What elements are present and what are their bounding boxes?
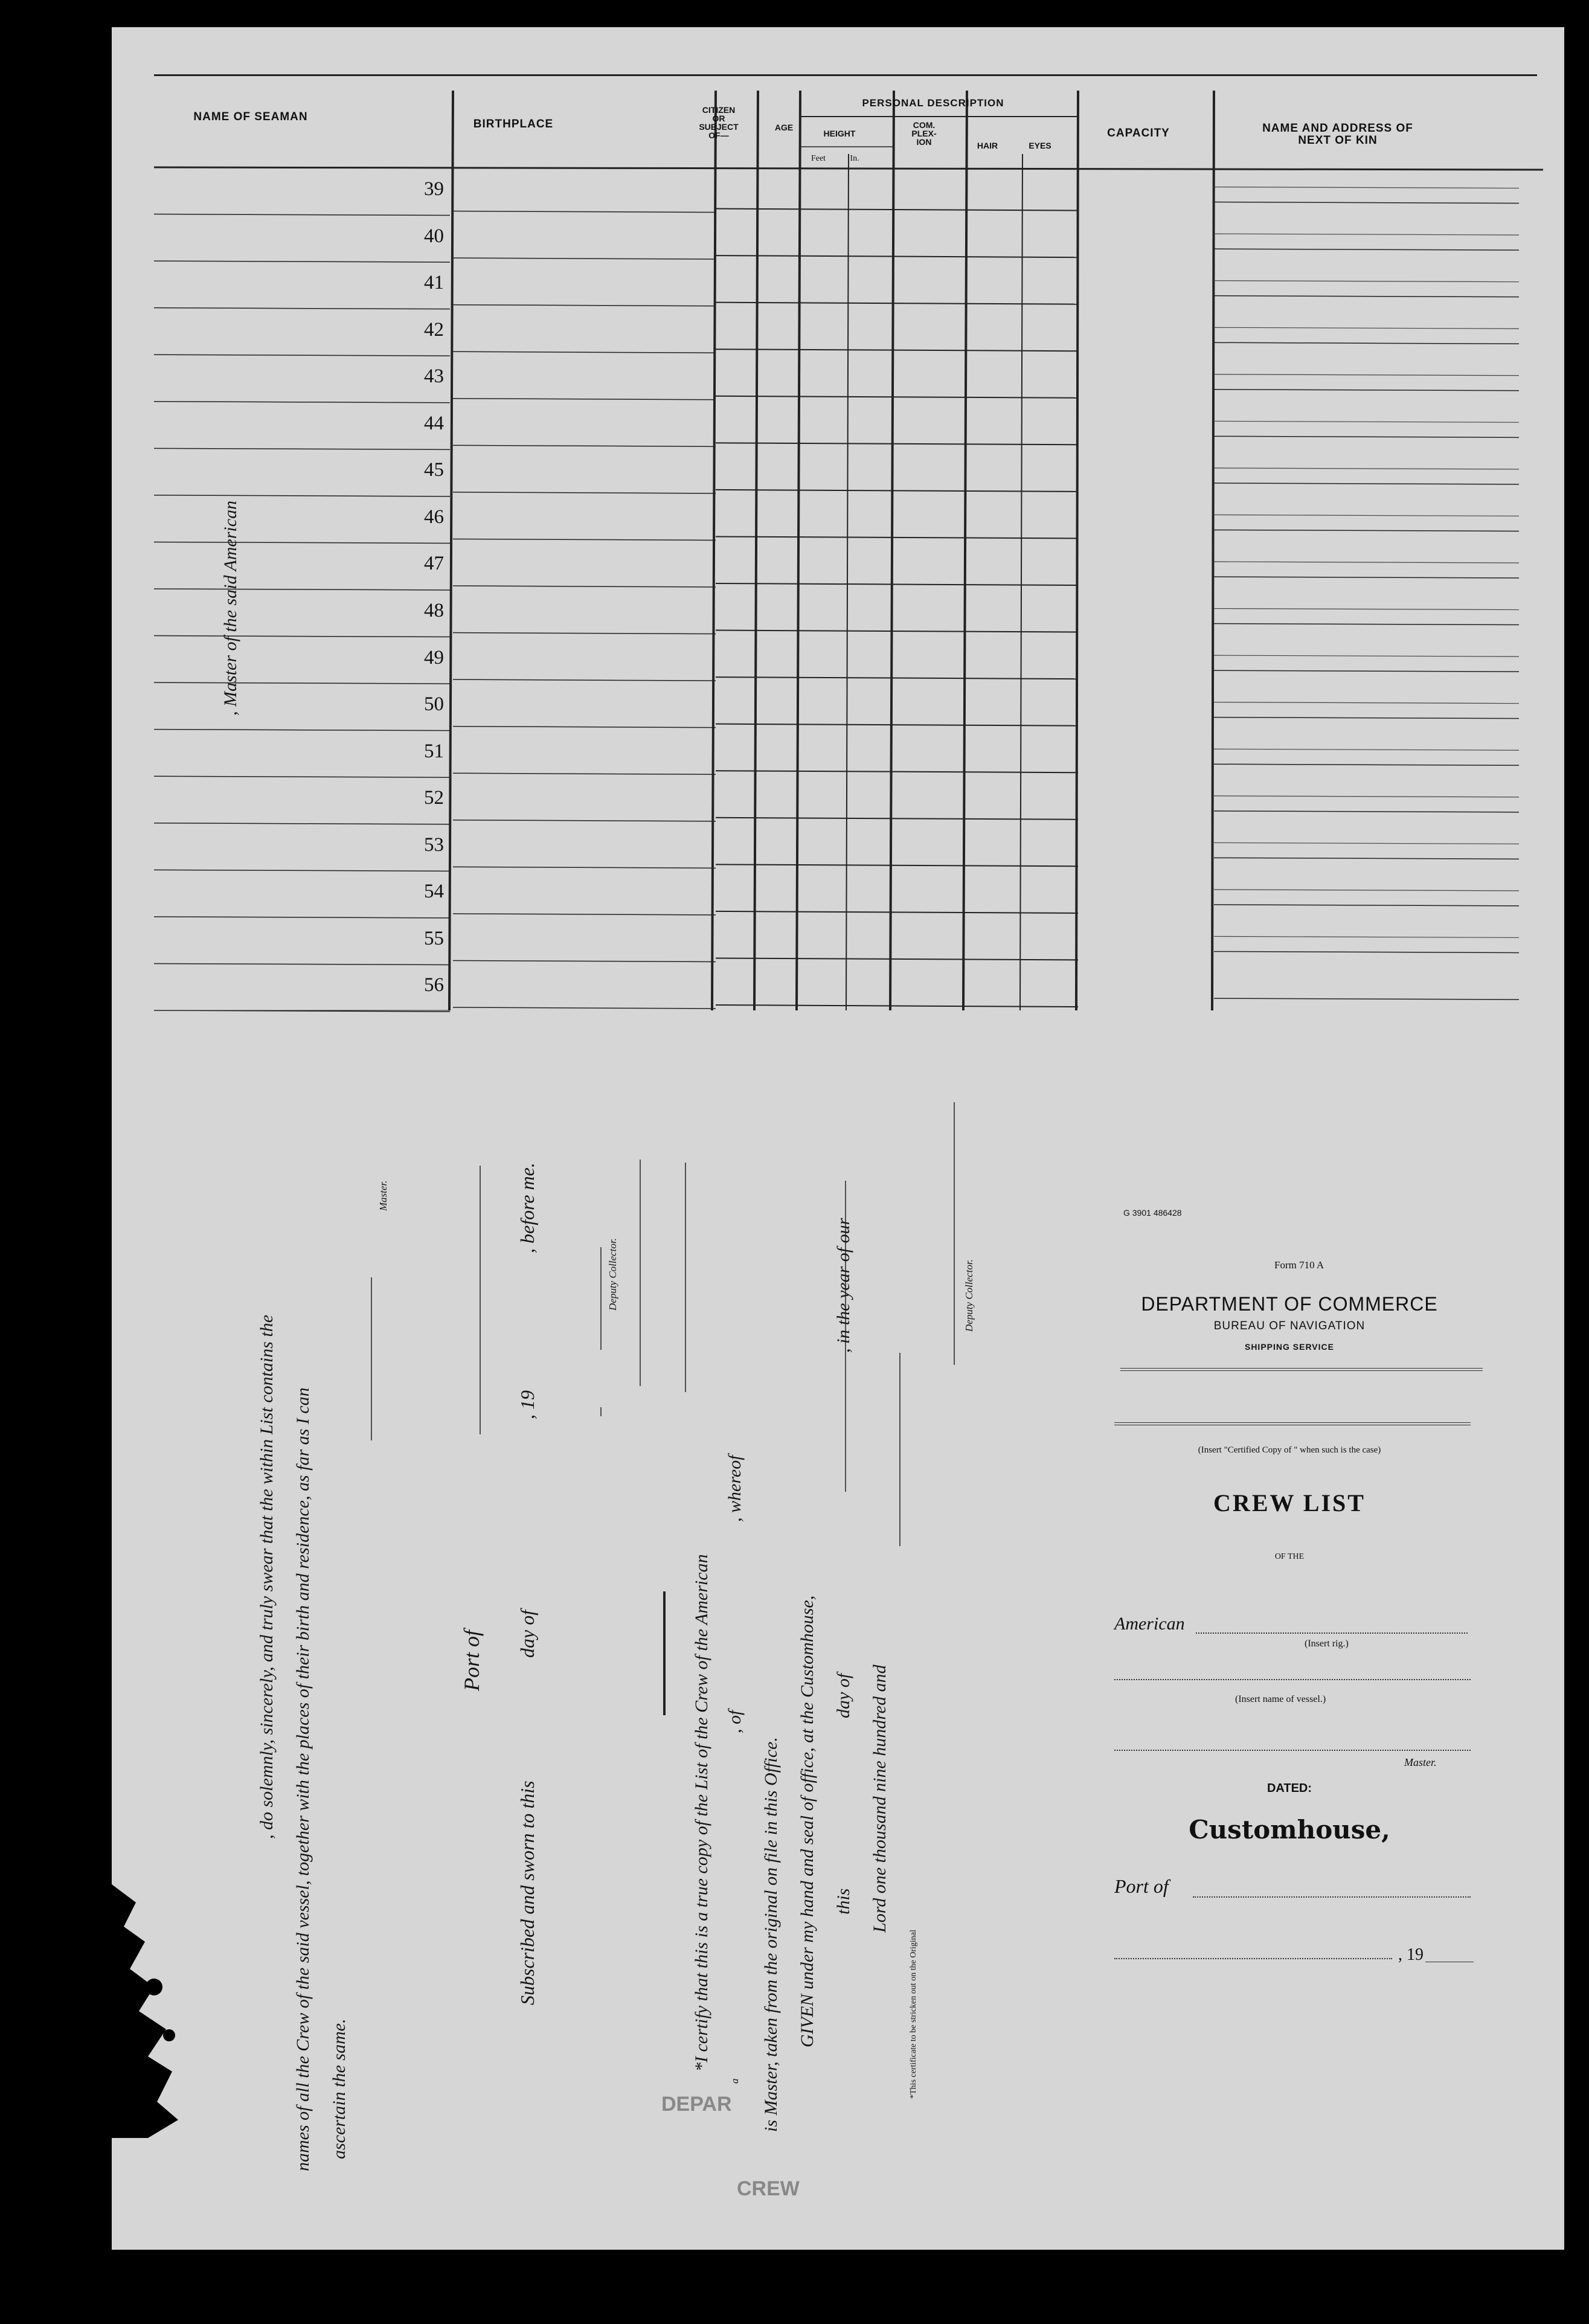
column-divider — [1076, 91, 1078, 1010]
column-divider — [449, 91, 453, 1010]
column-divider — [963, 91, 967, 1010]
kin-sub-rule — [1214, 749, 1519, 750]
detail-row-rule — [716, 303, 1078, 304]
birthplace-row-rule — [453, 399, 716, 400]
master-line — [1114, 1750, 1471, 1751]
birthplace-row-rule — [453, 305, 716, 306]
birthplace-row-rule — [453, 914, 716, 915]
cert-line5-day: day of — [833, 1673, 853, 1718]
row-rule — [154, 917, 450, 918]
birthplace-row-rule — [453, 867, 716, 868]
header-next-of-kin-2: NEXT OF KIN — [1298, 134, 1378, 147]
insert-certified-note: (Insert "Certified Copy of " when such is the case) — [1198, 1445, 1381, 1455]
column-divider — [890, 91, 894, 1010]
header-complexion-2: PLEX- — [911, 129, 937, 138]
kin-row-rule — [1214, 764, 1519, 765]
customhouse-label: Customhouse, — [1189, 1815, 1390, 1844]
header-capacity: CAPACITY — [1107, 127, 1170, 140]
row-number: 46 — [424, 506, 444, 528]
row-number: 55 — [424, 927, 444, 949]
oath-line2: , do solemnly, sincerely, and truly swear that the within List contains the — [257, 1314, 277, 1839]
oath-master-label: Master. — [377, 1180, 389, 1211]
of-the-label: OF THE — [1274, 1552, 1305, 1561]
oath-line3: names of all the Crew of the said vessel, together with the places of their birth and residence, as far as I can — [293, 1387, 313, 2171]
detail-row-rule — [716, 349, 1078, 351]
kin-row-rule — [1214, 670, 1519, 672]
bleedthrough-stamp-1: DEPAR — [661, 2093, 732, 2116]
cert-line3: is Master, taken from the original on file in this Office. — [761, 1737, 781, 2132]
row-rule — [154, 542, 450, 543]
birthplace-row-rule — [453, 727, 716, 728]
row-rule — [154, 214, 450, 216]
date-line — [1114, 1958, 1392, 1959]
cert-line4: GIVEN under my hand and seal of office, at the Customhouse, — [797, 1595, 817, 2047]
header-birthplace: BIRTHPLACE — [473, 118, 554, 130]
row-rule — [154, 261, 450, 262]
kin-sub-rule — [1214, 374, 1519, 376]
kin-sub-rule — [1214, 562, 1519, 563]
header-personal-description: PERSONAL DESCRIPTION — [862, 97, 1004, 109]
cert-line5-end: , in the year of our — [833, 1218, 853, 1353]
header-age: AGE — [774, 123, 794, 132]
master-label: Master. — [1404, 1756, 1437, 1768]
cert-deputy-collector: Deputy Collector. — [963, 1259, 975, 1332]
header-citizen-1: CITIZEN — [702, 105, 736, 115]
birthplace-row-rule — [453, 773, 716, 774]
oath-port-of: Port of — [460, 1629, 484, 1691]
cert-footnote: *This certificate to be stricken out on the Original — [909, 1930, 918, 2099]
row-rule — [154, 963, 450, 965]
detail-row-rule — [716, 443, 1078, 445]
birthplace-row-rule — [453, 586, 716, 587]
header-next-of-kin — [1223, 123, 1453, 147]
header-feet: Feet — [811, 154, 826, 163]
header-complexion-3: ION — [916, 137, 932, 147]
detail-row-rule — [716, 958, 1078, 960]
kin-sub-rule — [1214, 702, 1519, 704]
kin-row-rule — [1214, 390, 1519, 391]
kin-row-rule — [1214, 858, 1519, 859]
sub-column-divider — [846, 154, 849, 1010]
header-next-of-kin-1: NAME AND ADDRESS OF — [1262, 122, 1413, 135]
birthplace-row-rule — [453, 633, 716, 634]
kin-sub-rule — [1214, 796, 1519, 797]
cert-line2-mid: , of — [725, 1710, 745, 1733]
kin-row-rule — [1214, 436, 1519, 437]
header-citizen-2: OR — [712, 114, 725, 123]
row-number: 44 — [424, 412, 444, 434]
detail-row-rule — [716, 255, 1078, 257]
row-number: 56 — [424, 974, 444, 997]
row-number: 47 — [424, 553, 444, 575]
column-divider — [712, 91, 716, 1010]
bureau-name: BUREAU OF NAVIGATION — [1213, 1320, 1366, 1332]
row-number: 40 — [424, 225, 444, 247]
cert-line2-prefix: a — [729, 2078, 740, 2084]
kin-row-rule — [1214, 717, 1519, 719]
detail-row-rule — [716, 490, 1078, 492]
kin-row-rule — [1214, 249, 1519, 250]
american-rig-line — [1196, 1632, 1468, 1634]
form-number: Form 710 A — [1274, 1259, 1324, 1271]
birthplace-row-rule — [453, 820, 716, 821]
oath-subscribed: Subscribed and sworn to this — [516, 1780, 538, 2005]
row-number: 51 — [424, 740, 444, 762]
row-number: 39 — [424, 178, 444, 200]
header-height: HEIGHT — [823, 129, 856, 138]
kin-sub-rule — [1214, 421, 1519, 422]
oath-year-prefix: , 19 — [516, 1390, 538, 1419]
kin-row-rule — [1214, 530, 1519, 531]
birthplace-row-rule — [453, 679, 716, 681]
detail-row-rule — [716, 631, 1078, 632]
bleedthrough-stamp-2: CREW — [737, 2177, 800, 2200]
year-label: , 19 — [1398, 1945, 1424, 1964]
row-rule — [154, 589, 450, 590]
row-rule — [154, 776, 450, 777]
oath-deputy-collector: Deputy Collector. — [607, 1238, 618, 1311]
row-number: 41 — [424, 272, 444, 294]
dated-label: DATED: — [1266, 1782, 1312, 1795]
detail-row-rule — [716, 1005, 1078, 1007]
cert-line6: Lord one thousand nine hundred and — [870, 1664, 890, 1933]
print-code: G 3901 486428 — [1123, 1208, 1182, 1218]
header-bottom-rule — [154, 167, 1543, 170]
department-name: DEPARTMENT OF COMMERCE — [1141, 1293, 1438, 1315]
kin-sub-rule — [1214, 468, 1519, 469]
kin-sub-rule — [1214, 234, 1519, 235]
row-number: 43 — [424, 365, 444, 388]
cert-line1: *I certify that this is a true copy of the List of the Crew of the American — [692, 1554, 711, 2072]
row-rule — [154, 636, 450, 637]
row-number: 48 — [424, 600, 444, 621]
row-rule — [154, 682, 450, 684]
birthplace-row-rule — [453, 492, 716, 493]
header-name-of-seaman: NAME OF SEAMAN — [193, 111, 308, 123]
cover-rule-1 — [1120, 1368, 1483, 1371]
row-rule — [154, 448, 450, 449]
row-rule — [154, 823, 450, 824]
cert-line2-end: , whereof — [725, 1455, 745, 1522]
cert-line5-this: this — [833, 1888, 853, 1915]
row-number: 49 — [424, 646, 444, 669]
header-hair: HAIR — [977, 141, 998, 150]
row-number: 53 — [424, 833, 444, 856]
vessel-name-line — [1114, 1679, 1471, 1680]
kin-sub-rule — [1214, 843, 1519, 844]
kin-row-rule — [1214, 624, 1519, 625]
detail-row-rule — [716, 536, 1078, 538]
header-inches: In. — [850, 154, 859, 163]
row-rule — [154, 402, 450, 403]
insert-rig-note: (Insert rig.) — [1305, 1639, 1349, 1649]
kin-row-rule — [1214, 905, 1519, 906]
american-label: American — [1114, 1614, 1185, 1634]
row-rule — [154, 308, 450, 309]
detail-row-rule — [716, 864, 1078, 866]
detail-row-rule — [716, 911, 1078, 913]
detail-row-rule — [716, 396, 1078, 398]
kin-sub-rule — [1214, 515, 1519, 516]
detail-row-rule — [716, 209, 1078, 211]
torn-edge — [112, 1884, 202, 2138]
column-divider — [754, 91, 758, 1010]
column-divider — [1212, 91, 1214, 1010]
port-of-line — [1193, 1896, 1471, 1898]
cover-rule-2 — [1114, 1422, 1471, 1425]
document-page — [112, 27, 1564, 2250]
column-divider — [797, 91, 800, 1010]
birthplace-row-rule — [453, 258, 716, 259]
header-eyes: EYES — [1029, 141, 1051, 150]
detail-row-rule — [716, 583, 1078, 585]
kin-row-rule — [1214, 483, 1519, 484]
row-rule — [154, 495, 450, 496]
kin-row-rule — [1214, 998, 1519, 1000]
header-citizen-3: SUBJECT — [699, 122, 739, 132]
row-rule — [154, 730, 450, 731]
crew-table-grid — [112, 27, 1564, 2250]
header-complexion — [894, 121, 954, 146]
crew-list-title: CREW LIST — [1213, 1489, 1366, 1517]
header-complexion-1: COM. — [913, 120, 936, 130]
detail-row-rule — [716, 818, 1078, 820]
detail-row-rule — [716, 724, 1078, 726]
service-name: SHIPPING SERVICE — [1244, 1342, 1334, 1352]
oath-line1: , Master of the said American — [220, 500, 240, 716]
kin-row-rule — [1214, 296, 1519, 297]
header-citizen-4: OF— — [708, 130, 729, 140]
port-of-label: Port of — [1114, 1875, 1169, 1897]
header-citizen — [689, 106, 749, 140]
birthplace-row-rule — [453, 211, 716, 213]
row-number: 45 — [424, 459, 444, 481]
kin-sub-rule — [1214, 936, 1519, 937]
row-number: 54 — [424, 881, 444, 903]
kin-sub-rule — [1214, 890, 1519, 891]
birthplace-row-rule — [453, 445, 716, 446]
oath-day-of: day of — [516, 1610, 538, 1658]
detail-row-rule — [716, 771, 1078, 772]
kin-sub-rule — [1214, 609, 1519, 610]
oath-line4: ascertain the same. — [329, 2018, 349, 2159]
row-rule — [154, 355, 450, 356]
oath-before-me: , before me. — [516, 1163, 538, 1253]
kin-sub-rule — [1214, 327, 1519, 329]
kin-sub-rule — [1214, 187, 1519, 188]
birthplace-row-rule — [453, 539, 716, 540]
kin-row-rule — [1214, 342, 1519, 344]
birthplace-row-rule — [453, 1007, 716, 1009]
kin-sub-rule — [1214, 281, 1519, 282]
birthplace-row-rule — [453, 351, 716, 353]
row-number: 42 — [424, 318, 444, 341]
sub-column-divider — [1020, 154, 1022, 1010]
birthplace-row-rule — [453, 960, 716, 961]
kin-row-rule — [1214, 202, 1519, 204]
insert-vessel-note: (Insert name of vessel.) — [1235, 1694, 1326, 1704]
kin-row-rule — [1214, 811, 1519, 812]
row-number: 52 — [424, 787, 444, 809]
detail-row-rule — [716, 677, 1078, 679]
kin-row-rule — [1214, 577, 1519, 578]
row-number: 50 — [424, 693, 444, 716]
row-rule — [154, 870, 450, 871]
kin-sub-rule — [1214, 655, 1519, 656]
kin-row-rule — [1214, 951, 1519, 952]
